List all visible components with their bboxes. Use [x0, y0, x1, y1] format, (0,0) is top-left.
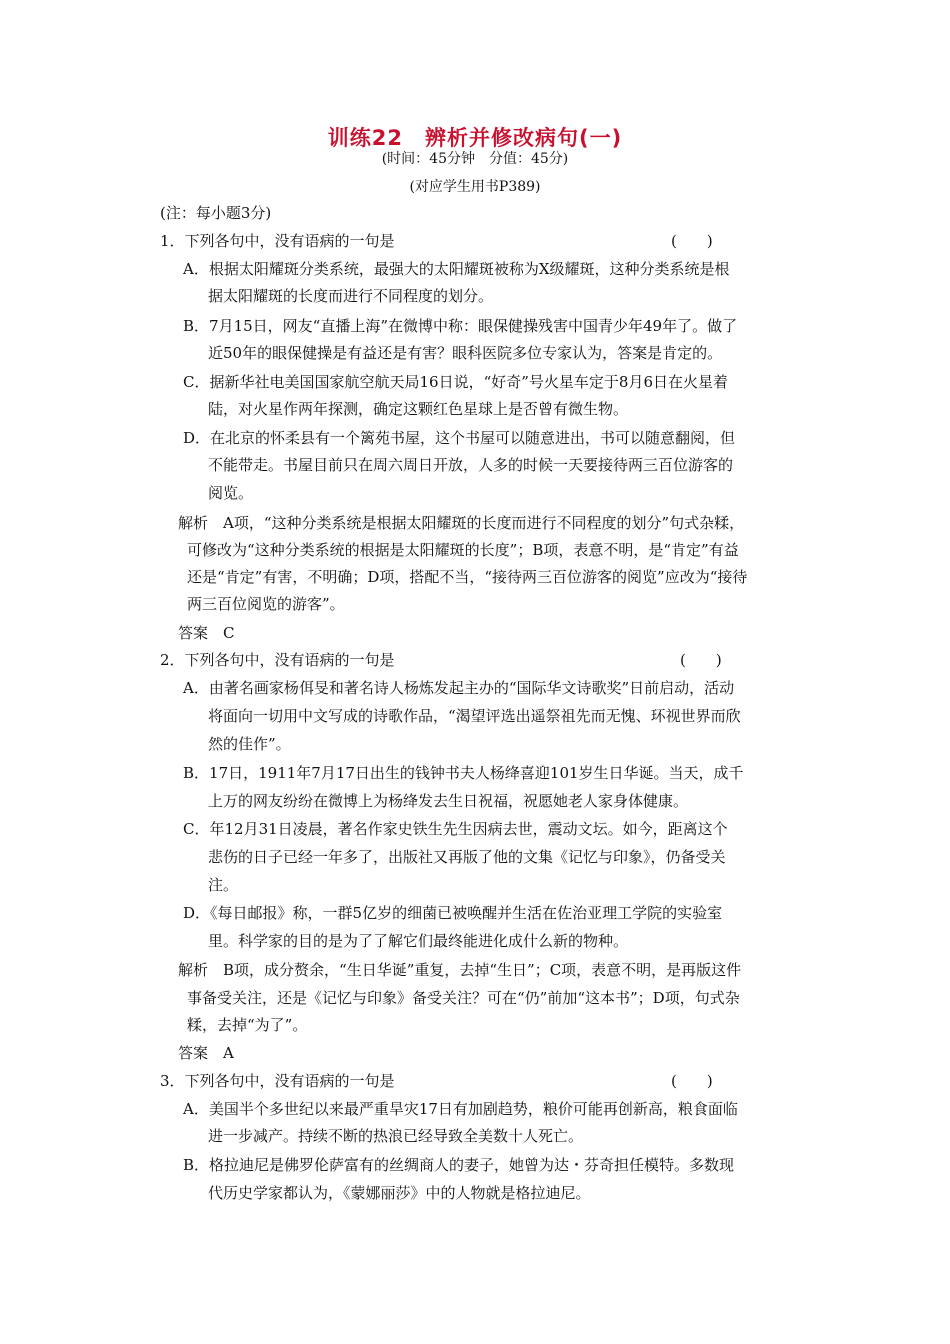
- q2-option-c-line2: 悲伤的日子已经一年多了，出版社又再版了他的文集《记忆与印象》，仍备受关: [208, 848, 726, 866]
- q1-explanation-line3: 还是“肯定”有害，不明确；D项，搭配不当，“接待两三百位游客的阅览”应改为“接待: [187, 568, 748, 586]
- q1-option-c-line2: 陆，对火星作两年探测，确定这颗红色星球上是否曾有微生物。: [208, 400, 629, 418]
- q1-option-b-line1: B．7月15日，网友“直播上海”在微博中称：眼保健操残害中国青少年49年了。做了: [183, 317, 738, 335]
- question-2-stem: 2．下列各句中，没有语病的一句是: [160, 651, 395, 669]
- q2-explanation-line2: 事备受关注，还是《记忆与印象》备受关注？可在“仍”前加“这本书”；D项，句式杂: [187, 989, 740, 1007]
- q1-option-d-line3: 阅览。: [208, 484, 254, 502]
- q1-option-a-line1: A．根据太阳耀斑分类系统，最强大的太阳耀斑被称为X级耀斑，这种分类系统是根: [183, 260, 730, 278]
- q1-explanation-line4: 两三百位阅览的游客”。: [187, 595, 345, 613]
- q1-option-d-line1: D．在北京的怀柔县有一个篱苑书屋，这个书屋可以随意进出，书可以随意翻阅，但: [183, 429, 736, 447]
- book-reference: (对应学生用书P389): [409, 179, 541, 195]
- q2-option-c-line1: C．年12月31日凌晨，著名作家史铁生先生因病去世，震动文坛。如今，距离这个: [183, 820, 728, 838]
- q2-option-d-line1: D．《每日邮报》称，一群5亿岁的细菌已被唤醒并生活在佐治亚理工学院的实验室: [183, 904, 723, 922]
- q3-option-b-line1: B．格拉迪尼是佛罗伦萨富有的丝绸商人的妻子，她曾为达・芬奇担任模特。多数现: [183, 1156, 735, 1174]
- question-1-answer-blank: ( ): [671, 232, 713, 250]
- q3-option-b-line2: 代历史学家都认为，《蒙娜丽莎》中的人物就是格拉迪尼。: [208, 1184, 591, 1202]
- page-title: 训练22 辨析并修改病句(一): [327, 126, 623, 150]
- time-score-line: (时间：45分钟 分值：45分): [381, 151, 569, 167]
- q1-option-a-line2: 据太阳耀斑的长度而进行不同程度的划分。: [208, 287, 494, 305]
- question-3-stem: 3．下列各句中，没有语病的一句是: [160, 1072, 395, 1090]
- q2-option-a-line1: A．由著名画家杨佴旻和著名诗人杨炼发起主办的“国际华文诗歌奖”日前启动，活动: [183, 679, 735, 697]
- q2-option-c-line3: 注。: [208, 876, 239, 894]
- q2-option-a-line2: 将面向一切用中文写成的诗歌作品，“渴望评选出遥祭祖先而无愧、环视世界而欣: [208, 707, 741, 725]
- q1-explanation-line2: 可修改为“这种分类系统的根据是太阳耀斑的长度”；B项，表意不明，是“肯定”有益: [187, 541, 739, 559]
- q2-option-d-line2: 里。科学家的目的是为了了解它们最终能进化成什么新的物种。: [208, 932, 629, 950]
- q2-option-b-line1: B．17日，1911年7月17日出生的钱钟书夫人杨绛喜迎101岁生日华诞。当天，成千: [183, 764, 744, 782]
- score-note: (注：每小题3分): [160, 204, 272, 222]
- q2-option-b-line2: 上万的网友纷纷在微博上为杨绛发去生日祝福，祝愿她老人家身体健康。: [208, 792, 689, 810]
- q3-option-a-line2: 进一步减产。持续不断的热浪已经导致全美数十人死亡。: [208, 1127, 584, 1145]
- q2-option-a-line3: 然的佳作”。: [208, 735, 291, 753]
- q1-answer: 答案 C: [178, 624, 235, 642]
- q1-option-d-line2: 不能带走。书屋目前只在周六周日开放，人多的时候一天要接待两三百位游客的: [208, 456, 734, 474]
- q3-option-a-line1: A．美国半个多世纪以来最严重旱灾17日有加剧趋势，粮价可能再创新高，粮食面临: [183, 1100, 738, 1118]
- question-1-stem: 1．下列各句中，没有语病的一句是: [160, 232, 395, 250]
- q1-option-c-line1: C．据新华社电美国国家航空航天局16日说，“好奇”号火星车定于8月6日在火星着: [183, 373, 728, 391]
- q1-explanation-line1: 解析 A项，“这种分类系统是根据太阳耀斑的长度而进行不同程度的划分”句式杂糅，: [178, 514, 745, 532]
- q2-answer: 答案 A: [178, 1044, 234, 1062]
- question-3-answer-blank: ( ): [671, 1072, 713, 1090]
- q2-explanation-line1: 解析 B项，成分赘余，“生日华诞”重复，去掉“生日”；C项，表意不明，是再版这件: [178, 961, 742, 979]
- question-2-answer-blank: ( ): [680, 651, 722, 669]
- q1-option-b-line2: 近50年的眼保健操是有益还是有害？眼科医院多位专家认为，答案是肯定的。: [208, 344, 723, 362]
- q2-explanation-line3: 糅，去掉“为了”。: [187, 1016, 308, 1034]
